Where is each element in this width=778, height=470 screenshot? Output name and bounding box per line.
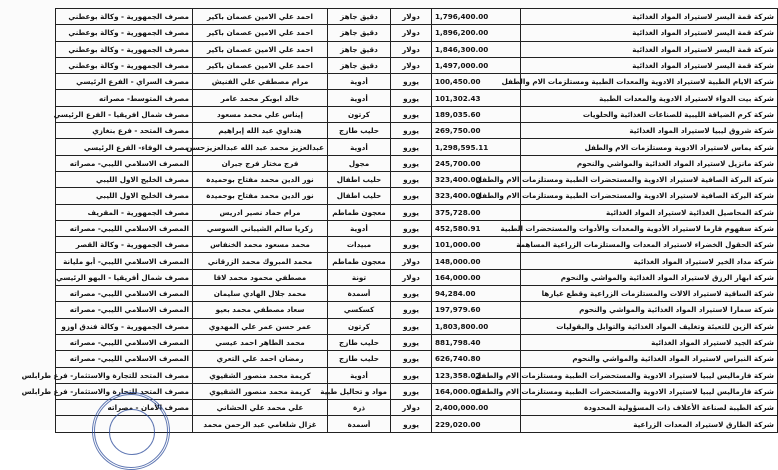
- company-cell: شركة سمارا لاستيراد المواد الغذائية والمواشي والنحوم: [521, 302, 778, 318]
- bank-cell: مصرف الجمهورية - وكالة بوعطني: [56, 41, 193, 57]
- currency-cell: يورو: [391, 74, 432, 90]
- amount-cell: 269,750.00: [432, 123, 521, 139]
- company-cell: شركة سفهوم فارما لاستيراد الأدوية والمعدات والأدوات والمستحضرات الطبية: [521, 220, 778, 236]
- amount-cell: 1,298,595.11: [432, 139, 521, 155]
- goods-cell: كرتون: [328, 106, 391, 122]
- bank-cell: مصرف الجمهورية - وكالة بوعطني: [56, 9, 193, 25]
- table-row: [56, 318, 778, 334]
- currency-cell: يورو: [391, 286, 432, 302]
- official-stamp-inner: [109, 409, 155, 455]
- table-body: [21, 9, 778, 433]
- amount-cell: 245,700.00: [432, 155, 521, 171]
- goods-cell: كسكسي: [328, 302, 391, 318]
- company-cell: شركة بيت الدواء لاستيراد الادوية والمعدات الطبية: [521, 90, 778, 106]
- bank-cell: مصرف الأمان - مصراته: [56, 400, 193, 416]
- amount-cell: 1,896,200.00: [432, 25, 521, 41]
- table-row: [56, 139, 778, 155]
- amount-cell: 452,580.91: [432, 220, 521, 236]
- company-cell: شركة يماس لاستيراد الادوية ومستلزمات الام والطفل: [521, 139, 778, 155]
- table-row: [56, 74, 778, 90]
- amount-cell: 148,000.00: [432, 253, 521, 269]
- bank-cell: مصرف المتحد للتجارة والاستثمار- فرع طرابلس: [56, 367, 193, 383]
- table-row: [56, 123, 778, 139]
- person-cell: غزال شلغامي عبد الرحمن محمد: [193, 416, 328, 432]
- company-cell: شركة ابهار الرزق لاستيراد المواد الغذائية والمواشي والنحوم: [521, 269, 778, 285]
- bank-cell: المصرف الاسلامي الليبي- مصراته: [56, 286, 193, 302]
- bank-cell: المصرف الاسلامي الليبي- مصراته: [56, 220, 193, 236]
- person-cell: فرج مختار فرج جبران: [193, 155, 328, 171]
- goods-cell: أدوية: [328, 139, 391, 155]
- table-row: [56, 220, 778, 236]
- bank-cell: مصرف الوفاء- الفرع الرئيسي: [56, 139, 193, 155]
- currency-cell: يورو: [391, 90, 432, 106]
- amount-cell: 229,020.00: [432, 416, 521, 432]
- company-cell: شركة النبراس لاستيراد المواد الغذائية والمواشي والنحوم: [521, 351, 778, 367]
- table-row: [56, 334, 778, 350]
- table-row: [56, 286, 778, 302]
- company-cell: شركة كرم الضيافة الليبية للصناعات الغذائية والحلويات: [521, 106, 778, 122]
- table-row: [56, 155, 778, 171]
- amount-cell: 626,740.80: [432, 351, 521, 367]
- person-cell: عبدالعزيز محمد عبد الله عبدالعزيزحسن: [193, 139, 328, 155]
- company-cell: شركة مداد الخير لاستيراد المواد الغذائية: [521, 253, 778, 269]
- company-cell: شركة الايام الطبية لاستيراد الادوية والمعدات الطبية ومستلزمات الام والطفل: [521, 74, 778, 90]
- goods-cell: معجون طماطم: [328, 204, 391, 220]
- bank-cell: مصرف شمال أفريقيا - البهو الرئيسي: [56, 269, 193, 285]
- goods-cell: حليب اطفال: [328, 171, 391, 187]
- bank-cell: مصرف الخليج الاول الليبي: [56, 171, 193, 187]
- amount-cell: 1,796,400.00: [432, 9, 521, 25]
- goods-cell: ذرة: [328, 400, 391, 416]
- bank-cell: المصرف الاسلامي الليبي- أبو مليانة: [56, 253, 193, 269]
- company-cell: شركة الطيبة لصناعة الأعلاف ذات المسؤولية المحدودة: [521, 400, 778, 416]
- currency-cell: دولار: [391, 400, 432, 416]
- amount-cell: 101,000.00: [432, 237, 521, 253]
- amount-cell: 101,302.43: [432, 90, 521, 106]
- bank-cell: المصرف الاسلامي الليبي- مصراته: [56, 155, 193, 171]
- company-cell: شركة قمة اليسر لاستيراد المواد الغذائية: [521, 9, 778, 25]
- bank-transfers-table: [21, 8, 778, 433]
- table-row: [56, 269, 778, 285]
- person-cell: احمد علي الامين عصمان باكير: [193, 9, 328, 25]
- bank-cell: مصرف الخليج الاول الليبي: [56, 188, 193, 204]
- table-row: [56, 367, 778, 383]
- person-cell: احمد علي الامين عصمان باكير: [193, 41, 328, 57]
- company-cell: شركة الطارق لاستيراد المعدات الزراعية: [521, 416, 778, 432]
- bank-cell: مصرف الجمهورية - وكالة بوعطني: [56, 25, 193, 41]
- company-cell: شركة فارماليس ليبيا لاستيراد الادوية والمستحضرات الطبية ومستلزمات الام والطفل: [521, 367, 778, 383]
- company-cell: شركة قمة اليسر لاستيراد المواد الغذائية: [521, 57, 778, 73]
- person-cell: عمر حسن عمر علي المهدوي: [193, 318, 328, 334]
- table-row: [56, 188, 778, 204]
- person-cell: محمد المبروك محمد الزرقاني: [193, 253, 328, 269]
- bank-cell: المصرف الاسلامي الليبي- مصراته: [56, 351, 193, 367]
- currency-cell: دولار: [391, 57, 432, 73]
- currency-cell: يورو: [391, 123, 432, 139]
- bank-cell: مصرف الجمهورية - المقريف: [56, 204, 193, 220]
- amount-cell: 1,497,000.00: [432, 57, 521, 73]
- goods-cell: أسمدة: [328, 286, 391, 302]
- amount-cell: 375,728.00: [432, 204, 521, 220]
- table-row: [56, 302, 778, 318]
- company-cell: شركة الساقية لاستيراد الالات والمستلزمات الزراعية وقطع غيارها: [521, 286, 778, 302]
- company-cell: شركة الزين للتعبئة وتغليف المواد الغذائية والتوابل والبقوليات: [521, 318, 778, 334]
- currency-cell: يورو: [391, 171, 432, 187]
- bank-cell: مصرف السراي - الفرع الرئيسي: [56, 74, 193, 90]
- currency-cell: يورو: [391, 237, 432, 253]
- goods-cell: معجون طماطم: [328, 253, 391, 269]
- amount-cell: 94,284.00: [432, 286, 521, 302]
- currency-cell: دولار: [391, 253, 432, 269]
- amount-cell: 189,035.60: [432, 106, 521, 122]
- table-row: [56, 25, 778, 41]
- table-row: [56, 57, 778, 73]
- bank-cell: المصرف الاسلامي الليبي- مصراته: [56, 302, 193, 318]
- bank-cell: مصرف المتحد - فرع بنغازي: [56, 123, 193, 139]
- goods-cell: أدوية: [328, 367, 391, 383]
- official-stamp: [92, 392, 170, 470]
- amount-cell: 197,979.60: [432, 302, 521, 318]
- person-cell: سعاد مصطفي محمد بعيو: [193, 302, 328, 318]
- person-cell: زكريا سالم الشيباني السوسي: [193, 220, 328, 236]
- person-cell: مصطفي محمود محمد لاقا: [193, 269, 328, 285]
- goods-cell: دقيق جاهز: [328, 57, 391, 73]
- goods-cell: كرتون: [328, 318, 391, 334]
- table-row: [56, 171, 778, 187]
- company-cell: شركة قمة اليسر لاستيراد المواد الغذائية: [521, 25, 778, 41]
- bank-cell: مصرف الجمهورية - وكالة بوعطني: [56, 57, 193, 73]
- company-cell: شركة الجيد لاستيراد المواد الغذائية: [521, 334, 778, 350]
- amount-cell: 164,000.00: [432, 269, 521, 285]
- bank-cell: المصرف الاسلامي الليبي- مصراته: [56, 334, 193, 350]
- company-cell: شركة شروق ليبيا لاستيراد المواد الغذائية: [521, 123, 778, 139]
- amount-cell: 1,803,800.00: [432, 318, 521, 334]
- bank-cell: مصرف المتحد للتجارة والاستثمار- فرع طرابلس: [56, 383, 193, 399]
- table-row: [56, 253, 778, 269]
- bank-cell: مصرف المتوسط- مصراته: [56, 90, 193, 106]
- person-cell: هنداوي عبد الله إبراهيم: [193, 123, 328, 139]
- amount-cell: 323,400.00: [432, 188, 521, 204]
- company-cell: شركة قمة اليسر لاستيراد المواد الغذائية: [521, 41, 778, 57]
- currency-cell: يورو: [391, 367, 432, 383]
- currency-cell: يورو: [391, 302, 432, 318]
- person-cell: نور الدين محمد مفتاح بوحميدة: [193, 171, 328, 187]
- amount-cell: 164,000.00: [432, 383, 521, 399]
- goods-cell: حليب طازج: [328, 334, 391, 350]
- currency-cell: يورو: [391, 204, 432, 220]
- person-cell: محمد جلال الهادي سليمان: [193, 286, 328, 302]
- goods-cell: أدوية: [328, 220, 391, 236]
- currency-cell: يورو: [391, 416, 432, 432]
- person-cell: رمضان احمد علي التعري: [193, 351, 328, 367]
- person-cell: احمد علي الامين عصمان باكير: [193, 57, 328, 73]
- company-cell: شركة البركة الصافية لاستيراد الادوية والمستحضرات الطبية ومستلزمات الام والطفل: [521, 188, 778, 204]
- table-row: [56, 351, 778, 367]
- currency-cell: دولار: [391, 9, 432, 25]
- person-cell: محمد الطاهر احمد عيسي: [193, 334, 328, 350]
- currency-cell: يورو: [391, 155, 432, 171]
- goods-cell: أدوية: [328, 74, 391, 90]
- person-cell: مرام حماد نصير ادريس: [193, 204, 328, 220]
- person-cell: احمد علي الامين عصمان باكير: [193, 25, 328, 41]
- person-cell: مرام مصطفي علي الفنيش: [193, 74, 328, 90]
- person-cell: علي محمد علي الحشاني: [193, 400, 328, 416]
- currency-cell: دولار: [391, 25, 432, 41]
- person-cell: محمد مسعود محمد الخنفاس: [193, 237, 328, 253]
- amount-cell: 2,400,000.00: [432, 400, 521, 416]
- currency-cell: دولار: [391, 269, 432, 285]
- amount-cell: 323,400.00: [432, 171, 521, 187]
- currency-cell: دولار: [391, 41, 432, 57]
- goods-cell: دقيق جاهز: [328, 9, 391, 25]
- person-cell: كريمة محمد منصور الشقيوي: [193, 383, 328, 399]
- table-row: [56, 9, 778, 25]
- company-cell: شركة المحاصيل الغذائية لاستيراد المواد الغذائية: [521, 204, 778, 220]
- bank-cell: مصرف الجمهورية - وكالة القصر: [56, 237, 193, 253]
- amount-cell: 1,846,300.00: [432, 41, 521, 57]
- currency-cell: يورو: [391, 139, 432, 155]
- goods-cell: دقيق جاهز: [328, 41, 391, 57]
- goods-cell: حليب اطفال: [328, 188, 391, 204]
- company-cell: شركة الحقول الخضراء لاستيراد المعدات والمستلزمات الزراعية المساهمة: [521, 237, 778, 253]
- amount-cell: 881,798.40: [432, 334, 521, 350]
- amount-cell: 123,358.02: [432, 367, 521, 383]
- currency-cell: يورو: [391, 318, 432, 334]
- goods-cell: مجول: [328, 155, 391, 171]
- table-row: [56, 237, 778, 253]
- goods-cell: أدوية: [328, 90, 391, 106]
- person-cell: خالد ابوبكر محمد عامر: [193, 90, 328, 106]
- currency-cell: يورو: [391, 383, 432, 399]
- bank-cell: مصرف شمال افريقيا - الفرع الرئيسي: [56, 106, 193, 122]
- currency-cell: يورو: [391, 351, 432, 367]
- table-row: [56, 106, 778, 122]
- bank-cell: مصرف الجمهورية - وكالة فندق اوزو: [56, 318, 193, 334]
- company-cell: شركة مانزيل لاستيراد المواد الغذائية والمواشي والنحوم: [521, 155, 778, 171]
- company-cell: شركة فارماليس ليبيا لاستيراد الادوية والمستحضرات الطبية ومستلزمات الام والطفل: [521, 383, 778, 399]
- goods-cell: مواد و تحاليل طبية: [328, 383, 391, 399]
- goods-cell: تونة: [328, 269, 391, 285]
- goods-cell: دقيق جاهز: [328, 25, 391, 41]
- goods-cell: مبيدات: [328, 237, 391, 253]
- table-row: [56, 383, 778, 399]
- currency-cell: يورو: [391, 188, 432, 204]
- goods-cell: حليب طازج: [328, 351, 391, 367]
- person-cell: إيناس علي محمد مسعود: [193, 106, 328, 122]
- table-row: [56, 41, 778, 57]
- amount-cell: 100,450.00: [432, 74, 521, 90]
- goods-cell: أسمدة: [328, 416, 391, 432]
- table-row: [56, 90, 778, 106]
- table-row: [56, 204, 778, 220]
- person-cell: نور الدين محمد مفتاح بوحميدة: [193, 188, 328, 204]
- currency-cell: يورو: [391, 334, 432, 350]
- company-cell: شركة البركة الصافية لاستيراد الادوية والمستحضرات الطبية ومستلزمات الام والطفل: [521, 171, 778, 187]
- currency-cell: يورو: [391, 220, 432, 236]
- currency-cell: يورو: [391, 106, 432, 122]
- person-cell: كريمة محمد منصور الشقيوي: [193, 367, 328, 383]
- goods-cell: حليب طازج: [328, 123, 391, 139]
